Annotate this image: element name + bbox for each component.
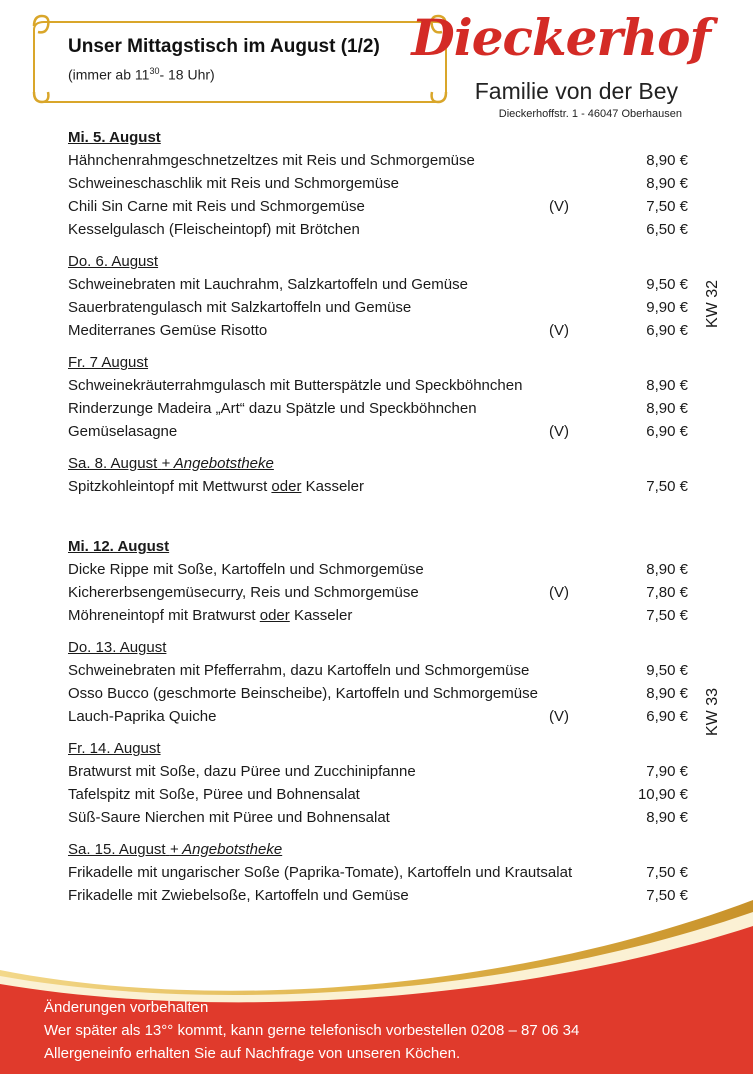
hours-prefix: (immer ab 11 xyxy=(68,66,150,83)
vegetarian-marker: (V) xyxy=(549,708,569,725)
dish-price: 7,50 € xyxy=(646,864,688,881)
dish-name: Lauch-Paprika Quiche xyxy=(68,708,217,725)
menu-item xyxy=(68,682,708,705)
dish-price: 6,90 € xyxy=(646,322,688,339)
hours-suffix: - 18 Uhr) xyxy=(159,66,215,83)
menu-item xyxy=(68,218,708,241)
dish-price: 8,90 € xyxy=(646,561,688,578)
dish-name: Schweinekräuterrahmgulasch mit Butterspätzle und Speckböhnchen xyxy=(68,377,523,394)
menu-item xyxy=(68,319,708,342)
vegetarian-marker: (V) xyxy=(549,198,569,215)
footer-line: Wer später als 13°° kommt, kann gerne telefonisch vorbestellen 0208 – 87 06 34 xyxy=(44,1022,580,1039)
day-heading: Do. 13. August xyxy=(68,639,167,656)
vegetarian-marker: (V) xyxy=(549,584,569,601)
hours-superscript: 30 xyxy=(149,66,160,76)
dish-name: Sauerbratengulasch mit Salzkartoffeln und Gemüse xyxy=(68,299,412,316)
dish-name: Bratwurst mit Soße, dazu Püree und Zucchinipfanne xyxy=(68,763,416,780)
menu-item xyxy=(68,783,708,806)
dish-name: Osso Bucco (geschmorte Beinscheibe), Kartoffeln und Schmorgemüse xyxy=(68,685,538,702)
dish-name: Rinderzunge Madeira „Art“ dazu Spätzle und Speckböhnchen xyxy=(68,400,477,417)
dish-price: 8,90 € xyxy=(646,377,688,394)
brand-block xyxy=(411,4,740,124)
dish-price: 8,90 € xyxy=(646,152,688,169)
menu-item xyxy=(68,172,708,195)
menu-item xyxy=(68,604,708,627)
vegetarian-marker: (V) xyxy=(549,423,569,440)
dish-price: 8,90 € xyxy=(646,809,688,826)
dish-name: Kesselgulasch (Fleischeintopf) mit Brötchen xyxy=(68,221,360,238)
day-heading: Do. 6. August xyxy=(68,253,159,270)
dish-price: 8,90 € xyxy=(646,175,688,192)
dish-price: 9,50 € xyxy=(646,662,688,679)
calendar-week-label: KW 32 xyxy=(704,279,721,328)
brand-logo: Dieckerhof xyxy=(411,8,710,67)
dish-name: Süß-Saure Nierchen mit Püree und Bohnensalat xyxy=(68,809,390,826)
scroll-frame-graphic xyxy=(30,12,450,104)
dish-name: Möhreneintopf mit Bratwurst oder Kasseler xyxy=(68,607,353,624)
brand-family: Familie von der Bey xyxy=(474,78,678,104)
dish-price: 7,90 € xyxy=(646,763,688,780)
dish-price: 8,90 € xyxy=(646,685,688,702)
dish-price: 7,50 € xyxy=(646,887,688,904)
day-heading: Sa. 15. August + Angebotstheke xyxy=(68,841,283,858)
dish-price: 7,50 € xyxy=(646,198,688,215)
footer-notes xyxy=(44,996,579,1065)
dish-name: Gemüselasagne xyxy=(68,423,178,440)
dish-price: 10,90 € xyxy=(637,786,688,803)
dish-name: Hähnchenrahmgeschnetzeltzes mit Reis und Schmorgemüse xyxy=(68,152,475,169)
day-heading: Mi. 12. August xyxy=(68,538,170,555)
dish-price: 9,50 € xyxy=(646,276,688,293)
menu-item xyxy=(68,397,708,420)
page-title: Unser Mittagstisch im August (1/2) xyxy=(68,36,380,57)
footer-line: Änderungen vorbehalten xyxy=(44,999,209,1016)
dish-name: Tafelspitz mit Soße, Püree und Bohnensalat xyxy=(68,786,360,803)
dish-name: Frikadelle mit ungarischer Soße (Paprika-Tomate), Kartoffeln und Krautsalat xyxy=(68,864,573,881)
menu-item xyxy=(68,705,708,728)
dish-name: Dicke Rippe mit Soße, Kartoffeln und Schmorgemüse xyxy=(68,561,424,578)
day-heading: Fr. 7 August xyxy=(68,354,149,371)
dish-name: Schweineschaschlik mit Reis und Schmorgemüse xyxy=(68,175,399,192)
dish-name: Schweinebraten mit Pfefferrahm, dazu Kartoffeln und Schmorgemüse xyxy=(68,662,530,679)
menu-item xyxy=(68,861,708,884)
brand-address: Dieckerhoffstr. 1 - 46047 Oberhausen xyxy=(498,108,682,120)
footer-line: Allergeneinfo erhalten Sie auf Nachfrage von unseren Köchen. xyxy=(44,1045,461,1062)
dish-price: 6,90 € xyxy=(646,423,688,440)
header-scroll-banner xyxy=(30,12,450,104)
dish-price: 7,80 € xyxy=(646,584,688,601)
menu-item xyxy=(68,558,708,581)
menu-item xyxy=(68,374,708,397)
dish-name: Mediterranes Gemüse Risotto xyxy=(68,322,268,339)
menu-item xyxy=(68,273,708,296)
dish-price: 6,90 € xyxy=(646,708,688,725)
menu-item xyxy=(68,420,708,443)
offer-counter-note: + Angebotstheke xyxy=(161,455,274,472)
menu-item xyxy=(68,659,708,682)
dish-name: Chili Sin Carne mit Reis und Schmorgemüse xyxy=(68,198,365,215)
menu-item xyxy=(68,760,708,783)
menu-item xyxy=(68,806,708,829)
dish-name: Frikadelle mit Zwiebelsoße, Kartoffeln und Gemüse xyxy=(68,887,409,904)
dish-price: 9,90 € xyxy=(646,299,688,316)
menu-item xyxy=(68,296,708,319)
menu-item xyxy=(68,581,708,604)
menu-list xyxy=(68,127,708,907)
dish-price: 7,50 € xyxy=(646,478,688,495)
day-heading: Fr. 14. August xyxy=(68,740,161,757)
dish-name: Schweinebraten mit Lauchrahm, Salzkartoffeln und Gemüse xyxy=(68,276,468,293)
day-heading: Mi. 5. August xyxy=(68,129,161,146)
vegetarian-marker: (V) xyxy=(549,322,569,339)
dish-price: 8,90 € xyxy=(646,400,688,417)
menu-item xyxy=(68,195,708,218)
dish-name: Spitzkohleintopf mit Mettwurst oder Kasseler xyxy=(68,478,364,495)
dish-price: 6,50 € xyxy=(646,221,688,238)
calendar-week-label: KW 33 xyxy=(704,687,721,736)
day-heading: Sa. 8. August + Angebotstheke xyxy=(68,455,274,472)
dish-price: 7,50 € xyxy=(646,607,688,624)
opening-hours xyxy=(68,66,215,83)
menu-item xyxy=(68,149,708,172)
dish-name: Kichererbsengemüsecurry, Reis und Schmorgemüse xyxy=(68,584,419,601)
offer-counter-note: + Angebotstheke xyxy=(169,841,283,858)
menu-item xyxy=(68,475,708,498)
